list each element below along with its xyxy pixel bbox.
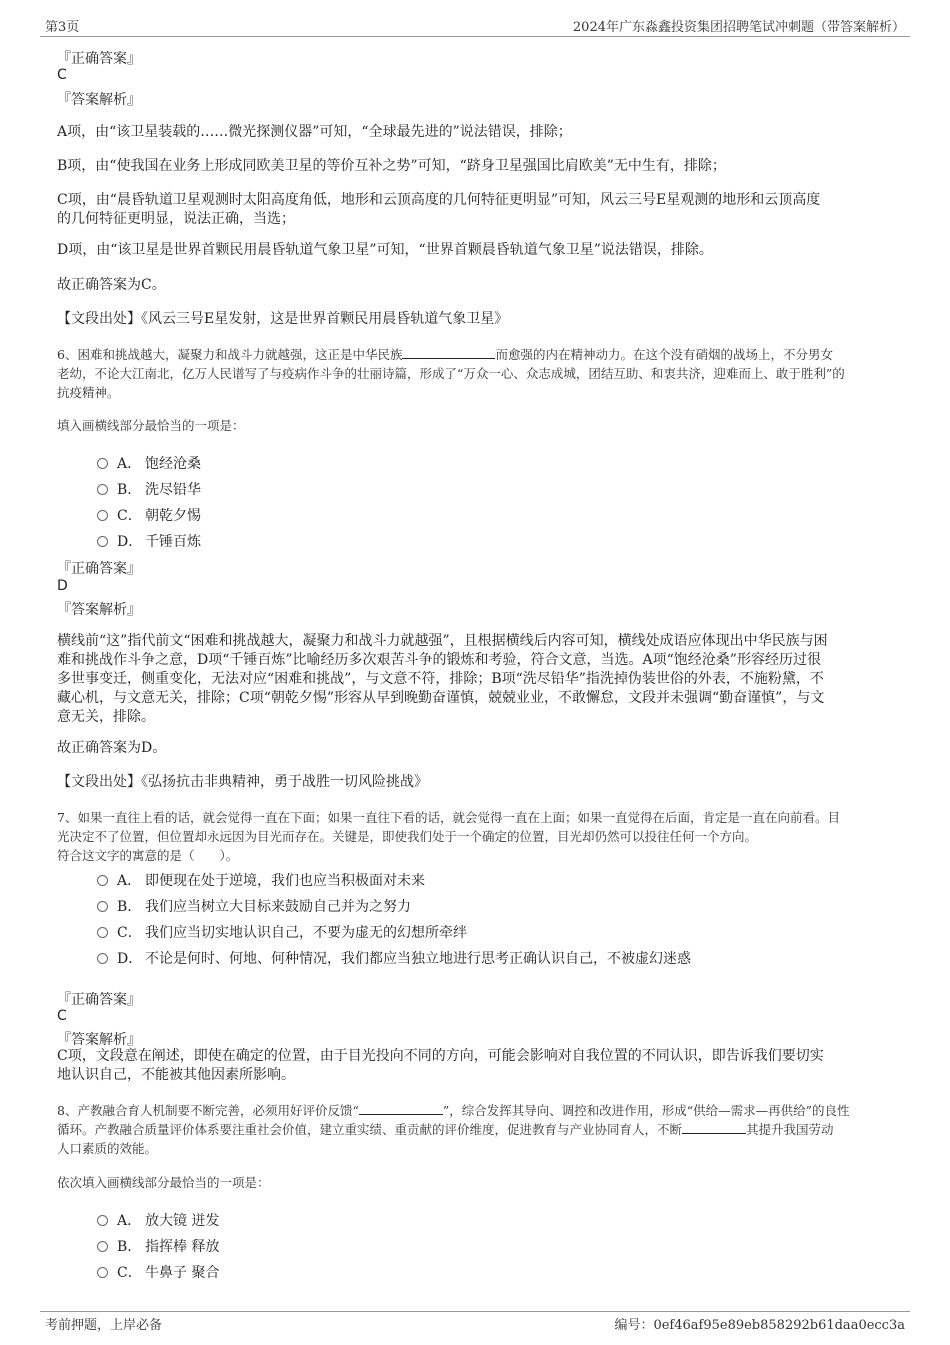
analysis-line: 难和挑战作斗争之意，D项“千锤百炼”比喻经历多次艰苦斗争的锻炼和考验，符合文意，当选。A项“饱经沧桑”形容经历过很 bbox=[57, 652, 821, 668]
option-b[interactable]: B. 指挥棒 释放 bbox=[97, 1236, 219, 1256]
radio-icon[interactable] bbox=[97, 510, 108, 521]
document-id: 编号：0ef46af95e89eb858292b61daa0ecc3a bbox=[614, 1318, 905, 1333]
fill-blank bbox=[402, 346, 495, 359]
analysis-label: 『答案解析』 bbox=[57, 1032, 141, 1048]
option-a[interactable]: A． 放大镜 迸发 bbox=[97, 1210, 219, 1230]
header-divider bbox=[40, 36, 910, 37]
radio-icon[interactable] bbox=[97, 458, 108, 469]
option-b[interactable]: B. 洗尽铅华 bbox=[97, 479, 201, 499]
analysis-line: 横线前“这”指代前文“困难和挑战越大，凝聚力和战斗力就越强”，且根据横线后内容可知，横线处成语应体现出中华民族与困 bbox=[57, 633, 828, 649]
question-stem-line: 老幼，不论大江南北，亿万人民谱写了与疫病作斗争的壮丽诗篇，形成了“万众一心、众志成城，团结互助、和衷共济，迎难而上、敢于胜利”的 bbox=[57, 366, 845, 381]
analysis-label: 『答案解析』 bbox=[57, 92, 141, 108]
option-c[interactable]: C． 我们应当切实地认识自己，不要为虚无的幻想所牵绊 bbox=[97, 922, 467, 942]
question-stem bbox=[57, 345, 902, 364]
analysis-label: 『答案解析』 bbox=[57, 602, 141, 618]
analysis-line: B项，由“使我国在业务上形成同欧美卫星的等价互补之势”可知，“跻身卫星强国比肩欧美”无中生有，排除； bbox=[57, 158, 726, 174]
radio-icon[interactable] bbox=[97, 484, 108, 495]
analysis-line: 的几何特征更明显，说法正确，当选； bbox=[57, 211, 295, 227]
option-c[interactable]: C． 牛鼻子 聚合 bbox=[97, 1262, 219, 1282]
analysis-line: C项，文段意在阐述，即使在确定的位置，由于目光投向不同的方向，可能会影响对自我位置的不同认识，即告诉我们要切实 bbox=[57, 1048, 824, 1064]
page-number: 第3页 bbox=[45, 20, 80, 35]
analysis-line: A项，由“该卫星装载的……微光探测仪器”可知，“全球最先进的”说法错误，排除； bbox=[57, 124, 572, 140]
option-b[interactable]: B. 我们应当树立大目标来鼓励自己并为之努力 bbox=[97, 896, 411, 916]
document-title: 2024年广东淼鑫投资集团招聘笔试冲刺题（带答案解析） bbox=[572, 20, 905, 35]
question-stem-part: 6、困难和挑战越大，凝聚力和战斗力就越强，这正是中华民族 bbox=[57, 347, 403, 362]
option-a[interactable]: A． 饱经沧桑 bbox=[97, 453, 201, 473]
question-stem-part: 8、产教融合育人机制要不断完善，必须用好评价反馈“ bbox=[57, 1103, 359, 1118]
correct-answer-value: D bbox=[57, 578, 68, 594]
conclusion: 故正确答案为C。 bbox=[57, 277, 166, 293]
option-d[interactable]: D． 不论是何时、何地、何种情况，我们都应当独立地进行思考正确认识自己，不被虚幻迷惑 bbox=[97, 948, 691, 968]
fill-blank bbox=[682, 1121, 746, 1134]
question-stem-part: 其提升我国劳动 bbox=[746, 1122, 834, 1137]
radio-icon[interactable] bbox=[97, 1241, 108, 1252]
radio-icon[interactable] bbox=[97, 1215, 108, 1226]
question-prompt: 依次填入画横线部分最恰当的一项是： bbox=[57, 1175, 270, 1190]
question-prompt: 符合这文字的寓意的是（ ）。 bbox=[57, 848, 239, 863]
option-a[interactable]: A． 即便现在处于逆境，我们也应当积极面对未来 bbox=[97, 870, 425, 890]
radio-icon[interactable] bbox=[97, 1267, 108, 1278]
correct-answer-label: 『正确答案』 bbox=[57, 561, 141, 577]
question-stem-line: 7、如果一直往上看的话，就会觉得一直在下面；如果一直往下看的话，就会觉得一直在上面；如果一直觉得在后面，肯定是一直在向前看。目 bbox=[57, 810, 840, 825]
correct-answer-label: 『正确答案』 bbox=[57, 51, 141, 67]
question-stem-part: ”，综合发挥其导向、调控和改进作用，形成“供给—需求—再供给”的良性 bbox=[442, 1103, 850, 1118]
question-stem-line: 人口素质的效能。 bbox=[57, 1141, 158, 1156]
question-stem-line: 光决定不了位置，但位置却永远因为目光而存在。关键是，即使我们处于一个确定的位置，目光却仍然可以投往任何一个方向。 bbox=[57, 829, 758, 844]
footer-slogan: 考前押题，上岸必备 bbox=[45, 1318, 163, 1333]
option-d[interactable]: D． 千锤百炼 bbox=[97, 531, 201, 551]
fill-blank bbox=[359, 1102, 443, 1115]
correct-answer-label: 『正确答案』 bbox=[57, 992, 141, 1008]
radio-icon[interactable] bbox=[97, 536, 108, 547]
question-stem bbox=[57, 1120, 902, 1139]
correct-answer-value: C bbox=[57, 1008, 67, 1024]
question-stem bbox=[57, 1101, 902, 1120]
analysis-line: 意无关，排除。 bbox=[57, 709, 155, 725]
question-stem-line: 抗疫精神。 bbox=[57, 385, 120, 400]
radio-icon[interactable] bbox=[97, 953, 108, 964]
footer-divider bbox=[40, 1311, 910, 1312]
correct-answer-value: C bbox=[57, 67, 67, 83]
radio-icon[interactable] bbox=[97, 927, 108, 938]
conclusion: 故正确答案为D。 bbox=[57, 740, 167, 756]
question-stem-part: 循环。产教融合质量评价体系要注重社会价值，建立重实绩、重贡献的评价维度，促进教育与产业协同育人，不断 bbox=[57, 1122, 683, 1137]
option-c[interactable]: C． 朝乾夕惕 bbox=[97, 505, 201, 525]
analysis-line: C项，由“晨昏轨道卫星观测时太阳高度角低，地形和云顶高度的几何特征更明显”可知，风云三号E星观测的地形和云顶高度 bbox=[57, 192, 821, 208]
analysis-line: 多世事变迁，侧重变化，无法对应“困难和挑战”，与文意不符，排除；B项“洗尽铅华”指洗掉伪装世俗的外表，不施粉黛，不 bbox=[57, 671, 824, 687]
source-citation: 【文段出处】《风云三号E星发射，这是世界首颗民用晨昏轨道气象卫星》 bbox=[57, 311, 509, 327]
question-prompt: 填入画横线部分最恰当的一项是： bbox=[57, 418, 245, 433]
question-stem-part: 而愈强的内在精神动力。在这个没有硝烟的战场上，不分男女 bbox=[495, 347, 833, 362]
analysis-line: 地认识自己，不能被其他因素所影响。 bbox=[57, 1067, 295, 1083]
radio-icon[interactable] bbox=[97, 901, 108, 912]
source-citation: 【文段出处】《弘扬抗击非典精神，勇于战胜一切风险挑战》 bbox=[57, 774, 428, 790]
radio-icon[interactable] bbox=[97, 875, 108, 886]
analysis-line: D项，由“该卫星是世界首颗民用晨昏轨道气象卫星”可知，“世界首颗晨昏轨道气象卫星”说法错误，排除。 bbox=[57, 242, 713, 258]
analysis-line: 藏心机，与文意无关，排除；C项“朝乾夕惕”形容从早到晚勤奋谨慎，兢兢业业，不敢懈怠，文段并未强调“勤奋谨慎”，与文 bbox=[57, 690, 825, 706]
